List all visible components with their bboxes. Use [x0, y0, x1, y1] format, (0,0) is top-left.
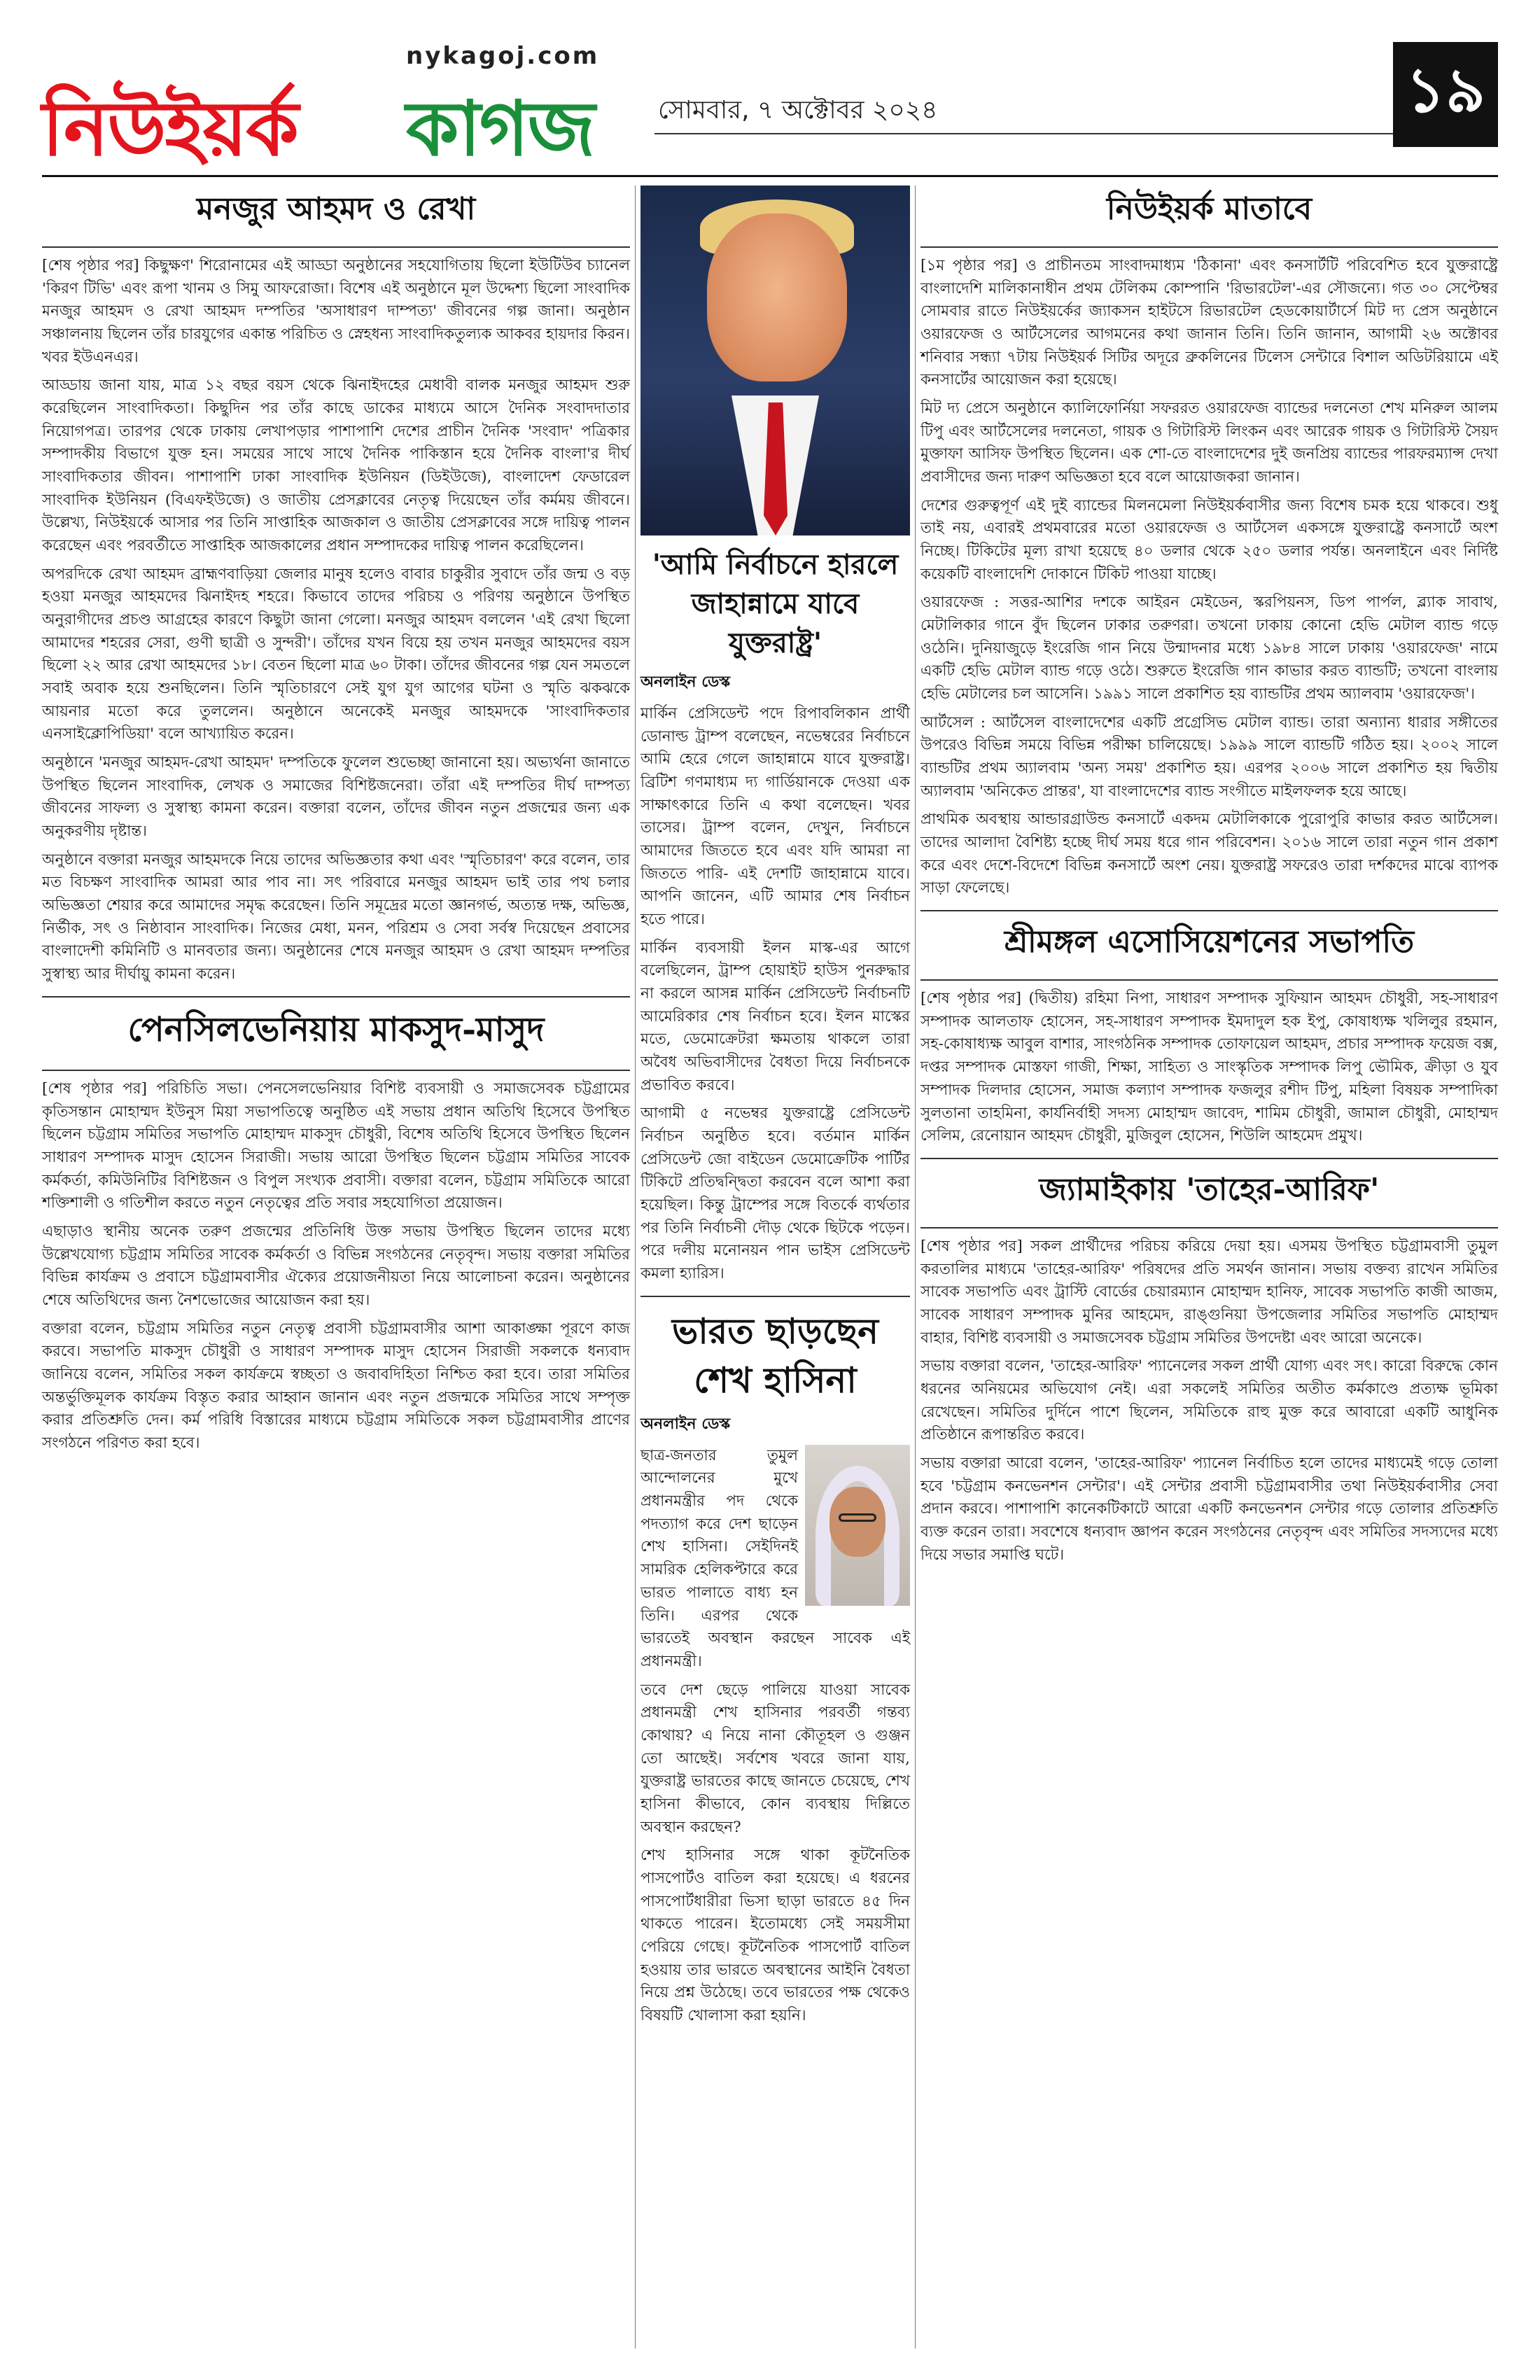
article-paragraph: মিট দ্য প্রেসে অনুষ্ঠানে ক্যালিফোর্নিয়া সফররত ওয়ারফেজ ব্যান্ডের দলনেতা শেখ মনিরুল আলম টিপু এবং আর্টসেলের দলনেতা, গায়ক ও গিটারিস্ট লিংকন এবং আরেক গায়ক ও গিটারিস্ট সৈয়দ মুক্তাফা আসিফ উপস্থিত ছিলেন। এক শো-তে বাংলাদেশের দুই জনপ্রিয় ব্যান্ডের পারফরম্যান্স দেখা প্রবাসীদের জন্য দারুণ অভিজ্ঞতা হবে বলে আয়োজকরা জানান। — [920, 400, 1498, 486]
article-separator — [42, 996, 630, 997]
article-paragraph: অনুষ্ঠানে 'মনজুর আহমদ-রেখা আহমদ' দম্পতিকে ফুলেল শুভেচ্ছা জানানো হয়। অভ্যর্থনা জানাতে উপস্থিত ছিলেন সাংবাদিক, লেখক ও সমাজের বিশিষ্টজনেরা। তাঁরা এই দম্পতির দীর্ঘ দাম্পত্য জীবনের সাফল্য ও সুস্বাস্থ্য কামনা করেন। বক্তারা বলেন, তাঁদের জীবন নতুন প্রজন্মের জন্য এক অনুকরণীয় দৃষ্টান্ত। — [42, 754, 630, 841]
article-headline: মনজুর আহমদ ও রেখা — [196, 191, 476, 227]
masthead — [42, 42, 1498, 173]
top-divider — [42, 175, 1498, 177]
article-pennsylvania — [42, 1004, 630, 1455]
article-paragraph: অপরদিকে রেখা আহমদ ব্রাহ্মণবাড়িয়া জেলার মানুষ হলেও বাবার চাকুরীর সুবাদে তাঁর জন্ম ও বড় হওয়া মনজুর আহমদের ঝিনাইদহ শহরে। কিভাবে তাদের পরিচয় ও পরিণয় অনুষ্ঠানে উপস্থিত অনুরাগীদের প্রচণ্ড আগ্রহের কারণে কিছুটা জানা গেলো। মনজুর আহমদ বললেন 'এই রেখা ছিলো আমাদের শহরের সেরা, গুণী ছাত্রী ও সুন্দরী'। তাঁদের যখন বিয়ে হয় তখন মনজুর আহমদের বয়স ছিলো ২২ আর রেখা আহমদের ১৮। বেতন ছিলো মাত্র ৬০ টাকা। তাঁদের জীবনের গল্প যেন সমতলে সবাই অবাক হয়ে শুনছিলেন। তিনি স্মৃতিচারণে সেই যুগ যুগ আগের ঘটনা ও স্মৃতি ঝকঝকে আয়নার মতো করে তুললেন। অনুষ্ঠানে অনেকেই মনজুর আহমদকে 'সাংবাদিকতার এনসাইক্লোপিডিয়া' বলে আখ্যায়িত করেন। — [42, 565, 630, 743]
article-paragraph: আর্টসেল : আর্টসেল বাংলাদেশের একটি প্রগ্রেসিভ মেটাল ব্যান্ড। তারা অন্যান্য ধারার সঙ্গীতের উপরেও বিভিন্ন সময়ে বিভিন্ন পরীক্ষা চালিয়েছে। ১৯৯৯ সালে ব্যান্ডটি গঠিত হয়। ২০০২ সালে ব্যান্ডটির প্রথম অ্যালবাম 'অন্য সময়' প্রকাশিত হয়। এরপর ২০০৬ সালে প্রকাশিত হয় দ্বিতীয় অ্যালবাম 'অনিকেত প্রান্তর', যা বাংলাদেশের ব্যান্ড সংগীতে মাইলফলক হয়ে আছে। — [920, 713, 1498, 800]
newspaper-logo[interactable] — [42, 42, 644, 173]
article-paragraph: [শেষ পৃষ্ঠার পর] (দ্বিতীয়) রহিমা নিপা, সাধারণ সম্পাদক সুফিয়ান আহমদ চৌধুরী, সহ-সাধারণ সম্পাদক আলতাফ হোসেন, সহ-সাধারণ সম্পাদক ইমদাদুল হক ইপু, কোষাধ্যক্ষ খলিলুর রহমান, সহ-কোষাধ্যক্ষ আবুল বাশার, সাংগঠনিক সম্পাদক তোফায়েল আহমদ, প্রচার সম্পাদক ফয়েজ বক্স, দপ্তর সম্পাদক মোস্তফা গাজী, শিক্ষা, সাহিত্য ও সাংস্কৃতিক সম্পাদক লিপু ভৌমিক, ক্রীড়া ও যুব সম্পাদক দিলদার হোসেন, সমাজ কল্যাণ সম্পাদক ফজলুর রশীদ টিপু, মহিলা বিষয়ক সম্পাদিকা সুলতানা তাহমিনা, কার্যনির্বাহী সদস্য মোহাম্মদ জাবেদ, শামিম চৌধুরী, জামাল চৌধুরী, মোহাম্মদ সেলিম, রেনোয়ান আহমদ চৌধুরী, মুজিবুল হোসেন, শিউলি আহমেদ প্রমুখ। — [920, 990, 1498, 1145]
masthead-divider — [654, 133, 1393, 134]
article-headline: ভারত ছাড়ছেন শেখ হাসিনা — [672, 1310, 878, 1401]
article-monjur-rekha — [42, 186, 630, 986]
article-paragraph: আড্ডায় জানা যায়, মাত্র ১২ বছর বয়স থেকে ঝিনাইদহের মেধাবী বালক মনজুর আহমদ শুরু করেছিলেন সাংবাদিকতা। কিছুদিন পর তাঁর কাছে ডাকের মাধ্যমে আসে দৈনিক সংবাদদাতার নিয়োগপত্র। তারপর থেকে ঢাকায় লেখাপড়ার পাশাপাশি দেশের প্রাচীন দৈনিক 'সংবাদ' পত্রিকার সম্পাদকীয় বিভাগে যুক্ত হন। সময়ের সাথে সাথে দৈনিক পাকিস্তান হয়ে দৈনিক বাংলা'র দীর্ঘ সাংবাদিকতার জীবন। পাশাপাশি ঢাকা সাংবাদিক ইউনিয়ন (ডিইউজে), বাংলাদেশ ফেডারেল সাংবাদিক ইউনিয়ন (বিএফইউজে) ও জাতীয় প্রেসক্লাবের নেতৃত্ব দিয়েছেন তাঁর কর্মময় জীবনে। উল্লেখ্য, নিউইয়র্কে আসার পর তিনি সাপ্তাহিক আজকাল ও জাতীয় প্রেসক্লাবের সঙ্গে দায়িত্ব পালন করেছেন এবং পরবর্তীতে সাপ্তাহিক আজকালের প্রধান সম্পাদকের দায়িত্ব পালন করেছিলেন। — [42, 377, 630, 555]
article-headline: নিউইয়র্ক মাতাবে — [1106, 191, 1312, 227]
headline-rule — [920, 1227, 1498, 1228]
column-divider — [635, 186, 636, 2348]
byline: অনলাইন ডেস্ক — [640, 1415, 731, 1433]
article-jamaica — [920, 1166, 1498, 1567]
article-srimangal — [920, 918, 1498, 1148]
article-newyork-concert — [920, 186, 1498, 900]
article-paragraph: [শেষ পৃষ্ঠার পর] কিছুক্ষণ' শিরোনামের এই আড্ডা অনুষ্ঠানের সহযোগিতায় ছিলো ইউটিউব চ্যানেল 'কিরণ টিভি' এবং রূপা খানম ও সিমু আফরোজা। বিশেষ এই অনুষ্ঠানে মূল উদ্দেশ্য ছিলো সাংবাদিক মনজুর আহমদ ও রেখা আহমদ দম্পতির 'অসাধারণ দাম্পত্য' জীবনের গল্প জানা। অনুষ্ঠান সঞ্চালনায় ছিলেন তাঁর চারযুগের একান্ত পরিচিত ও স্নেহধন্য সাংবাদিকতুল্যক আকবর হায়দার কিরন। খবর ইউএনএর। — [42, 257, 630, 366]
logo-word-newyork: নিউইয়র্ক — [42, 85, 298, 173]
article-paragraph: [শেষ পৃষ্ঠার পর] পরিচিতি সভা। পেনসেলভেনিয়ার বিশিষ্ট ব্যবসায়ী ও সমাজসেবক চট্টগ্রামের কৃতিসন্তান মোহাম্মদ ইউনুস মিয়া সভাপতিত্বে অনুষ্ঠিত এই সভায় প্রধান অতিথি হিসেবে উপস্থিত ছিলেন চট্টগ্রাম সমিতির সভাপতি মোহাম্মদ মাকসুদ চৌধুরী, বিশেষ অতিথি হিসেবে উপস্থিত ছিলেন সাধারণ সম্পাদক মাসুদ হোসেন সিরাজী। সভায় আরো উপস্থিত ছিলেন চট্টগ্রাম সমিতির সাবেক কর্মকর্তা, কমিউনিটির বিশিষ্টজন ও বিপুল সংখ্যক প্রবাসী। বক্তারা বলেন, চট্টগ্রাম সমিতিকে আরো শক্তিশালী ও গতিশীল করতে নতুন নেতৃত্বের প্রতি সবার সহযোগিতা প্রয়োজন। — [42, 1079, 630, 1212]
left-column — [42, 186, 630, 1461]
site-url[interactable]: nykagoj.com — [406, 42, 600, 70]
article-paragraph: বক্তারা বলেন, চট্টগ্রাম সমিতির নতুন নেতৃত্ব প্রবাসী চট্টগ্রামবাসীর আশা আকাঙ্ক্ষা পূরণে কাজ করবে। সভাপতি মাকসুদ চৌধুরী ও সাধারণ সম্পাদক মাসুদ হোসেন সিরাজী সকলকে ধন্যবাদ জানিয়ে বলেন, সমিতির সকল কার্যক্রমে স্বচ্ছতা ও জবাবদিহিতা নিশ্চিত করা হবে। তারা সমিতির অন্তর্ভুক্তিমূলক কার্যক্রম বিস্তৃত করার আহ্বান জানান এবং নতুন প্রজন্মকে সমিতির সাথে সম্পৃক্ত করার প্রতিশ্রুতি দেন। কর্ম পরিধি বিস্তারের মাধ্যমে চট্টগ্রাম সমিতিকে সকল চট্টগ্রামবাসীর প্রাণের সংগঠনে পরিণত করা হবে। — [42, 1320, 630, 1452]
article-trump — [640, 186, 910, 1286]
article-paragraph: [১ম পৃষ্ঠার পর] ও প্রাচীনতম সাংবাদমাধ্যম 'ঠিকানা' এবং কনসার্টটি পরিবেশিত হবে যুক্তরাষ্ট্রে বাংলাদেশি মালিকানাধীন প্রথম টেলিকম কোম্পানি 'রিভারটেল'-এর সৌজন্যে। গত ৩০ সেপ্টেম্বর সোমবার রাতে নিউইয়র্কের জ্যাকসন হাইটসে রিভারটেল হেডকোয়ার্টার্সে মিট দ্য প্রেস অনুষ্ঠানে ওয়ারফেজ ও আর্টসেলের আগমনের কথা জানান তিনি। তিনি জানান, আগামী ২৬ অক্টোবর শনিবার সন্ধ্যা ৭টায় নিউইয়র্ক সিটির অদূরে ব্রুকলিনের টিলেস সেন্টারে বিশাল অডিটরিয়ামে এই কনসার্টের আয়োজন করা হয়েছে। — [920, 257, 1498, 389]
page-number: ১৯ — [1393, 42, 1498, 147]
article-paragraph: সভায় বক্তারা আরো বলেন, 'তাহের-আরিফ' প্যানেল নির্বাচিত হলে তাদের মাধ্যমেই গড়ে তোলা হবে 'চট্টগ্রাম কনভেনশন সেন্টার'। এই সেন্টার প্রবাসী চট্টগ্রামবাসীর তথা নিউইয়র্কবাসীর সেবা প্রদান করবে। পাশাপাশি কানেকটিকাটে আরো একটি কনভেনশন সেন্টার গড়ে তোলার প্রতিশ্রুতি ব্যক্ত করেন তারা। সবশেষে ধন্যবাদ জ্ঞাপন করেন সংগঠনের নেতৃবৃন্দ এবং সমিতির সদস্যদের মধ্যে দিয়ে সভার সমাপ্তি ঘটে। — [920, 1454, 1498, 1564]
article-paragraph: সভায় বক্তারা বলেন, 'তাহের-আরিফ' প্যানেলের সকল প্রার্থী যোগ্য এবং সৎ। কারো বিরুদ্ধে কোন ধরনের অনিয়মের অভিযোগ নেই। এরা সকলেই সমিতির অতীত কর্মকাণ্ডে প্রত্যক্ষ ভূমিকা রেখেছেন। সমিতির দুর্দিনে পাশে ছিলেন, সমিতিকে রাহু মুক্ত করে আবারো একটি আধুনিক প্রতিষ্ঠানে রূপান্তরিত করবে। — [920, 1357, 1498, 1444]
trump-photo — [640, 186, 910, 536]
article-headline: শ্রীমঙ্গল এসোসিয়েশনের সভাপতি — [1004, 924, 1415, 960]
logo-word-kagoj: কাগজ — [406, 85, 594, 173]
hasina-photo — [805, 1445, 910, 1606]
article-paragraph: অনুষ্ঠানে বক্তারা মনজুর আহমদকে নিয়ে তাদের অভিজ্ঞতার কথা এবং 'স্মৃতিচারণ' করে বলেন, তার মত বিচক্ষণ সাংবাদিক আমরা আর পাব না। সৎ পরিবারে মনজুর আহমদ ভাই তার পথ চলার অভিজ্ঞতা শেয়ার করে আমাদের সমৃদ্ধ করেছেন। তিনি সমূদ্রের মতো জ্ঞানগর্ভ, অত্যন্ত দক্ষ, অভিজ্ঞ, নির্ভীক, সৎ ও নিষ্ঠাবান সাংবাদিক। নিজের মেধা, মনন, পরিশ্রম ও সেবা সর্বস্ব দিয়েছেন প্রবাসের বাংলাদেশী কমিনিটি ও মানবতার জন্য। অনুষ্ঠানের শেষে মনজুর আহমদ ও রেখা আহমদ দম্পতির সুস্বাস্থ্য আর দীর্ঘায়ু কামনা করেন। — [42, 850, 630, 983]
article-separator — [920, 910, 1498, 911]
right-column — [920, 186, 1498, 1572]
middle-column — [640, 186, 910, 2033]
article-headline: জ্যামাইকায় 'তাহের-আরিফ' — [1039, 1171, 1380, 1208]
article-paragraph: শেখ হাসিনার সঙ্গে থাকা কূটনৈতিক পাসপোর্টও বাতিল করা হয়েছে। এ ধরনের পাসপোর্টধারীরা ভিসা ছাড়া ভারতে ৪৫ দিন থাকতে পারেন। ইতোমধ্যে সেই সময়সীমা পেরিয়ে গেছে। কূটনৈতিক পাসপোর্ট বাতিল হওয়ায় তার ভারতে অবস্থানের আইনি বৈধতা নিয়ে প্রশ্ন উঠেছে। তবে ভারতের পক্ষ থেকেও বিষয়টি খোলাসা করা হয়নি। — [640, 1847, 910, 2024]
article-paragraph: ওয়ারফেজ : সত্তর-আশির দশকে আইরন মেইডেন, স্করপিয়নস, ডিপ পার্পল, ব্ল্যাক সাবাথ, মেটালিকার গানে বুঁদ ছিলেন ঢাকার তরুণরা। তখনো ঢাকায় কোনো হেভি মেটাল ব্যান্ড গড়ে ওঠেনি। দুনিয়াজুড়ে ইংরেজি গান নিয়ে উন্মাদনার মধ্যে ১৯৮৪ সালে ঢাকায় 'ওয়ারফেজ' নামে একটি হেভি মেটাল ব্যান্ড গড়ে ওঠে। শুরুতে ইংরেজি গান কাভার করত ব্যান্ডটি; তখনো বাংলায় হেভি মেটালের চল আসেনি। ১৯৯১ সালে প্রকাশিত হয় ব্যান্ডটির প্রথম অ্যালবাম 'ওয়ারফেজ'। — [920, 594, 1498, 704]
byline: অনলাইন ডেস্ক — [640, 673, 731, 691]
article-paragraph: মার্কিন প্রেসিডেন্ট পদে রিপাবলিকান প্রার্থী ডোনাল্ড ট্রাম্প বলেছেন, নভেম্বরের নির্বাচনে আমি হেরে গেলে জাহান্নামে যাবে যুক্তরাষ্ট্র। ব্রিটিশ গণমাধ্যম দ্য গার্ডিয়ানকে দেওয়া এক সাক্ষাৎকারে তিনি এ কথা বলেছেন। খবর তাসের। ট্রাম্প বলেন, দেখুন, নির্বাচনে আমাদের জিততে হবে এবং যদি আমরা না জিততে পারি- এই দেশটি জাহান্নামে যাবে। আপনি জানেন, এটি আমার শেষ নির্বাচন হতে পারে। — [640, 705, 910, 929]
article-paragraph: দেশের গুরুত্বপূর্ণ এই দুই ব্যান্ডের মিলনমেলা নিউইয়র্কবাসীর জন্য বিশেষ চমক হয়ে থাকবে। শুধু তাই নয়, এবারই প্রথমবারের মতো ওয়ারফেজ ও আর্টসেল একসঙ্গে যুক্তরাষ্ট্রে কনসার্টে অংশ নিচ্ছে। টিকিটের মূল্য রাখা হয়েছে ৪০ ডলার থেকে ২৫০ ডলার পর্যন্ত। অনলাইনে এবং নির্দিষ্ট কয়েকটি বাংলাদেশি দোকানে টিকিট পাওয়া যাচ্ছে। — [920, 496, 1498, 583]
issue-date: সোমবার, ৭ অক্টোবর ২০২৪ — [658, 96, 938, 125]
headline-rule — [42, 1070, 630, 1071]
column-divider — [915, 186, 916, 2348]
article-paragraph: ছাত্র-জনতার তুমুল আন্দোলনের মুখে প্রধানমন্ত্রীর পদ থেকে পদত্যাগ করে দেশ ছাড়েন শেখ হাসিনা। সেইদিনই সামরিক হেলিকপ্টারে করে ভারত পালাতে বাধ্য হন তিনি। এরপর থেকে ভারতেই অবস্থান করছেন সাবেক এই প্রধানমন্ত্রী। — [640, 1446, 910, 1670]
article-hasina — [640, 1307, 910, 2028]
article-paragraph: আগামী ৫ নভেম্বর যুক্তরাষ্ট্রে প্রেসিডেন্ট নির্বাচন অনুষ্ঠিত হবে। বর্তমান মার্কিন প্রেসিডেন্ট জো বাইডেন ডেমোক্রেটিক পার্টির টিকিটে প্রতিদ্বন্দ্বিতা করবেন বলে আশা করা হয়েছিল। কিন্তু ট্রাম্পের সঙ্গে বিতর্কে ব্যর্থতার পর তিনি নির্বাচনী দৌড় থেকে ছিটকে পড়েন। পরে দলীয় মনোনয়ন পান ভাইস প্রেসিডেন্ট কমলা হ্যারিস। — [640, 1105, 910, 1283]
headline-rule — [920, 979, 1498, 981]
article-separator — [920, 1158, 1498, 1159]
article-paragraph: [শেষ পৃষ্ঠার পর] সকল প্রার্থীদের পরিচয় করিয়ে দেয়া হয়। এসময় উপস্থিত চট্টগ্রামবাসী তুমুল করতালির মাধ্যমে 'তাহের-আরিফ' পরিষদের প্রতি সমর্থন জানান। সভায় বক্তব্য রাখেন সমিতির সাবেক সভাপতি এবং ট্রাস্টি বোর্ডের চেয়ারম্যান মোহাম্মদ হানিফ, সাবেক সভাপতি কাজী আজম, সাবেক সাধারণ সম্পাদক মুনির আহমেদ, রাঙ্গুনিয়া উপজেলার সমিতির সভাপতি মোহাম্মদ বাহার, বিশিষ্ট ব্যবসায়ী ও সমাজসেবক চট্টগ্রাম সমিতির উপদেষ্টা এবং আরো অনেকে। — [920, 1237, 1498, 1347]
article-paragraph: এছাড়াও স্থানীয় অনেক তরুণ প্রজন্মের প্রতিনিধি উক্ত সভায় উপস্থিত ছিলেন তাদের মধ্যে উল্লেখযোগ্য চট্টগ্রাম সমিতির সাবেক কর্মকর্তা ও বিভিন্ন সংগঠনের নেতৃবৃন্দ। সভায় বক্তারা সমিতির বিভিন্ন কার্যক্রম ও প্রবাসে চট্টগ্রামবাসীর ঐক্যের প্রয়োজনীয়তা নিয়ে আলোচনা করেন। অনুষ্ঠানের শেষে অতিথিদের জন্য নৈশভোজের আয়োজন করা হয়। — [42, 1222, 630, 1309]
headline-rule — [42, 246, 630, 248]
article-headline: পেনসিলভেনিয়ায় মাকসুদ-মাসুদ — [127, 1009, 545, 1049]
article-paragraph: তবে দেশ ছেড়ে পালিয়ে যাওয়া সাবেক প্রধানমন্ত্রী শেখ হাসিনার পরবর্তী গন্তব্য কোথায়? এ নিয়ে নানা কৌতূহল ও গুঞ্জন তো আছেই। সর্বশেষ খবরে জানা যায়, যুক্তরাষ্ট্র ভারতের কাছে জানতে চেয়েছে, শেখ হাসিনা কীভাবে, কোন ব্যবস্থায় দিল্লিতে অবস্থান করছেন? — [640, 1681, 910, 1836]
article-paragraph: মার্কিন ব্যবসায়ী ইলন মাস্ক-এর আগে বলেছিলেন, ট্রাম্প হোয়াইট হাউস পুনরুদ্ধার না করলে আসন্ন মার্কিন প্রেসিডেন্ট নির্বাচনটি আমেরিকার শেষ নির্বাচন হবে। ইলন মাস্কের মতে, ডেমোক্রেটরা ক্ষমতায় থাকলে তারা অবৈধ অভিবাসীদের বৈধতা দিয়ে নির্বাচনকে প্রভাবিত করবে। — [640, 939, 910, 1094]
article-separator — [640, 1296, 910, 1297]
headline-rule — [920, 246, 1498, 248]
article-headline: 'আমি নির্বাচনে হারলে জাহান্নামে যাবে যুক্তরাষ্ট্র' — [652, 548, 899, 659]
article-paragraph: প্রাথমিক অবস্থায় আন্ডারগ্রাউন্ড কনসার্টে একদম মেটালিকাকে পুরোপুরি কাভার করত আর্টসেল। তাদের আলাদা বৈশিষ্ট্য হচ্ছে দীর্ঘ সময় ধরে গান পরিবেশন। ২০১৬ সালে তারা নতুন গান প্রকাশ করে এবং দেশে-বিদেশে বিভিন্ন কনসার্টে অংশ নেয়। যুক্তরাষ্ট্র সফরেও তারা দর্শকদের মাঝে ব্যাপক সাড়া ফেলেছে। — [920, 811, 1498, 897]
